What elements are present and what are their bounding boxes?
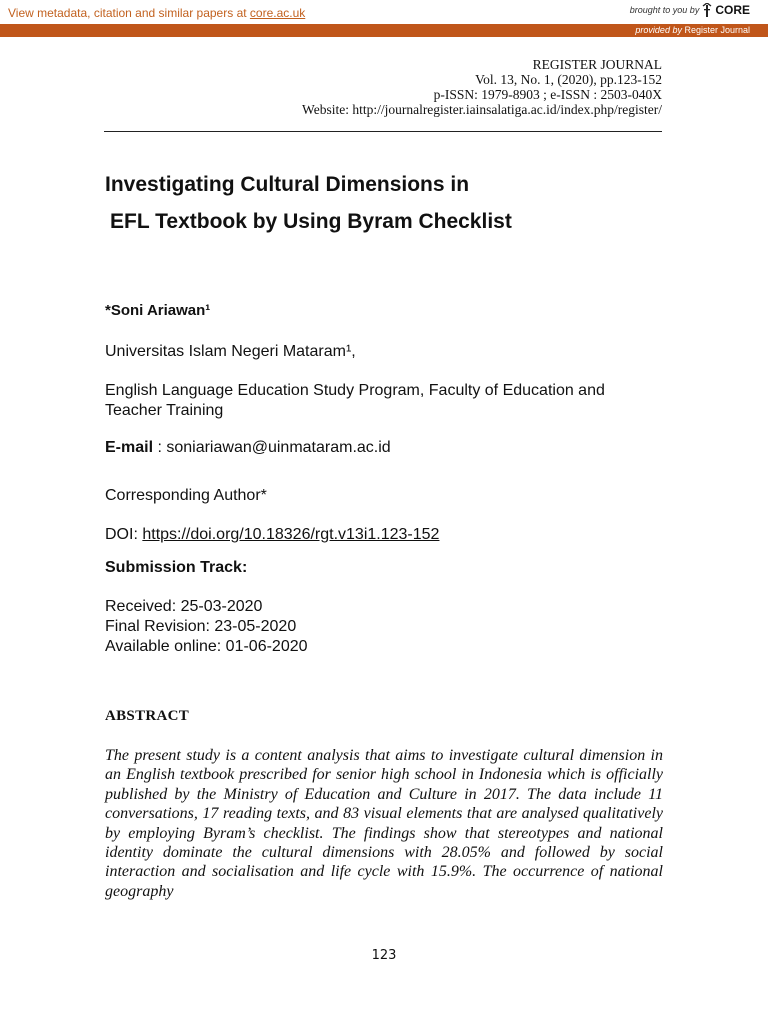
journal-issn: p-ISSN: 1979-8903 ; e-ISSN : 2503-040X bbox=[433, 87, 662, 102]
revision-date: Final Revision: 23-05-2020 bbox=[105, 618, 297, 635]
core-view-text: View metadata, citation and similar papers at bbox=[8, 6, 250, 20]
page-number: 123 bbox=[371, 948, 397, 963]
core-provided-text: provided by bbox=[635, 25, 682, 35]
doi bbox=[105, 526, 439, 544]
email-value: : soniariawan@uinmataram.ac.id bbox=[153, 439, 391, 456]
author-department: English Language Education Study Program, Faculty of Education and Teacher Training bbox=[105, 382, 605, 419]
submission-dates bbox=[105, 597, 308, 657]
core-brand[interactable]: CORE bbox=[715, 3, 750, 17]
email-label: E-mail bbox=[105, 439, 154, 456]
paper-title-line1: Investigating Cultural Dimensions in bbox=[105, 173, 470, 196]
journal-header bbox=[302, 57, 662, 117]
journal-name: REGISTER JOURNAL bbox=[532, 57, 662, 72]
paper-title-line2: EFL Textbook by Using Byram Checklist bbox=[110, 210, 512, 233]
submission-track-heading: Submission Track: bbox=[105, 559, 248, 576]
core-brought-by bbox=[630, 3, 750, 17]
author-name: *Soni Ariawan¹ bbox=[105, 302, 211, 319]
journal-volume: Vol. 13, No. 1, (2020), pp.123-152 bbox=[475, 72, 662, 87]
online-date: Available online: 01-06-2020 bbox=[105, 638, 308, 655]
paper-title bbox=[105, 166, 512, 240]
abstract-heading: ABSTRACT bbox=[105, 708, 190, 724]
author-email bbox=[105, 439, 391, 457]
core-metadata-notice bbox=[8, 6, 305, 20]
received-date: Received: 25-03-2020 bbox=[105, 598, 263, 615]
abstract-text: The present study is a content analysis that aims to investigate cultural dimension in an English textbook prescribed for senior high school in Indonesia which is officially published by the Ministry of Education and Culture in 2017. The data include 11 conversations, 17 reading texts, and 83 visual elements that are analysed qualitatively by employing Byram’s checklist. The findings show that stereotypes and national identity dominate the cultural dimensions with 28.05% and followed by social interaction and socialisation and life cycle with 15.9%. The occurrence of national geography bbox=[105, 747, 663, 900]
journal-website: Website: http://journalregister.iainsalatiga.ac.id/index.php/register/ bbox=[302, 102, 662, 117]
core-provided-by bbox=[635, 25, 750, 35]
core-brought-text: brought to you by bbox=[629, 5, 700, 15]
core-provider-name: Register Journal bbox=[684, 25, 750, 35]
corresponding-author-note: Corresponding Author* bbox=[105, 487, 267, 504]
core-ac-uk-link[interactable]: core.ac.uk bbox=[249, 6, 306, 20]
author-affiliation: Universitas Islam Negeri Mataram¹, bbox=[105, 343, 356, 360]
doi-link[interactable]: https://doi.org/10.18326/rgt.v13i1.123-152 bbox=[142, 526, 440, 543]
header-divider bbox=[104, 131, 662, 132]
core-logo-icon bbox=[702, 3, 712, 17]
doi-label: DOI: bbox=[105, 526, 143, 543]
